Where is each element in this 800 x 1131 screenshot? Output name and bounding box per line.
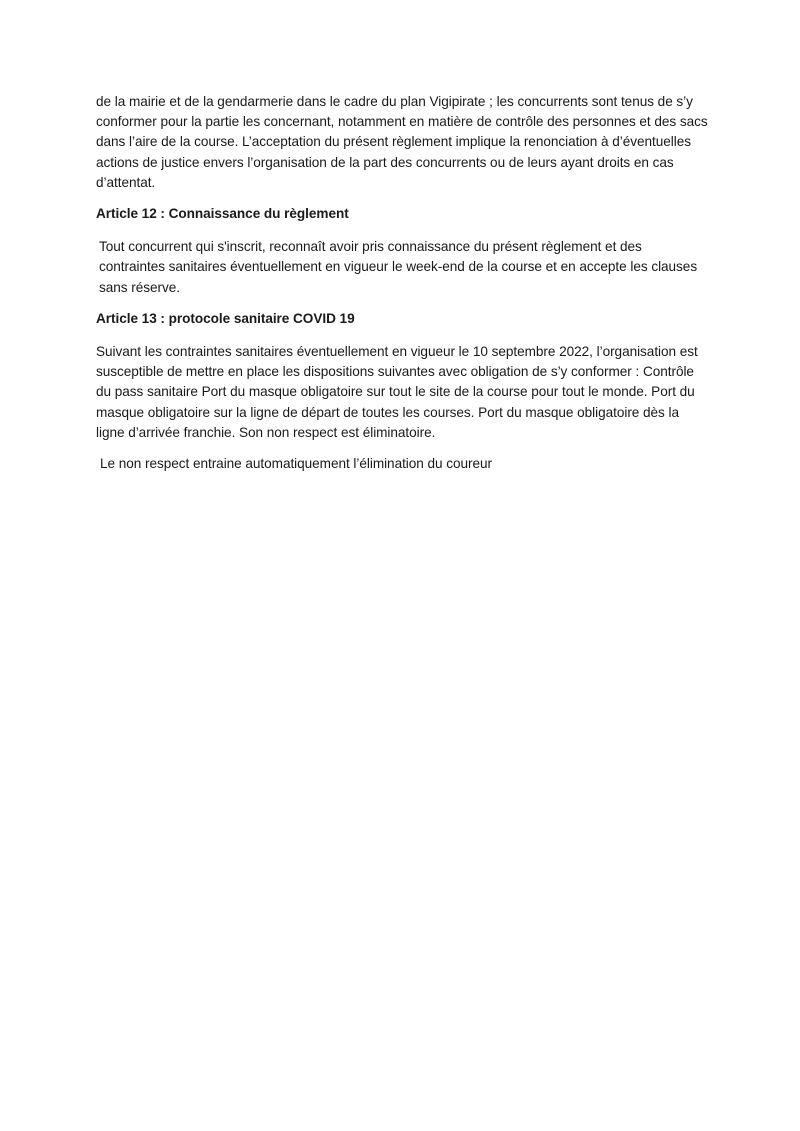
document-body — [96, 92, 711, 474]
article-13-closing: Le non respect entraine automatiquement l’élimination du coureur — [100, 456, 493, 472]
intro-paragraph: de la mairie et de la gendarmerie dans le cadre du plan Vigipirate ; les concurrents sont tenus de s’y conformer pour la partie les concernant, notamment en matière de contrôle des personnes et des sacs dans l’aire de la course. L’acceptation du présent règlement implique la renonciation à d’éventuelles actions de justice envers l’organisation de la part des concurrents ou de leurs ayant droits en cas d’attentat. — [96, 94, 708, 190]
article-12-body: Tout concurrent qui s'inscrit, reconnaît avoir pris connaissance du présent règlement et des contraintes sanitaires éventuellement en vigueur le week-end de la course et en accepte les clauses sans réserve. — [99, 239, 698, 295]
article-13-heading: Article 13 : protocole sanitaire COVID 19 — [96, 310, 355, 326]
article-12-heading: Article 12 : Connaissance du règlement — [96, 206, 349, 222]
article-13-body: Suivant les contraintes sanitaires éventuellement en vigueur le 10 septembre 2022, l’organisation est susceptible de mettre en place les dispositions suivantes avec obligation de s’y conformer : Contrôle du pass sanitaire Port du masque obligatoire sur tout le site de la course pour tout le monde. Port du masque obligatoire sur la ligne de départ de toutes les courses. Port du masque obligatoire dès la ligne d’arrivée franchie. Son non respect est éliminatoire. — [96, 344, 698, 440]
